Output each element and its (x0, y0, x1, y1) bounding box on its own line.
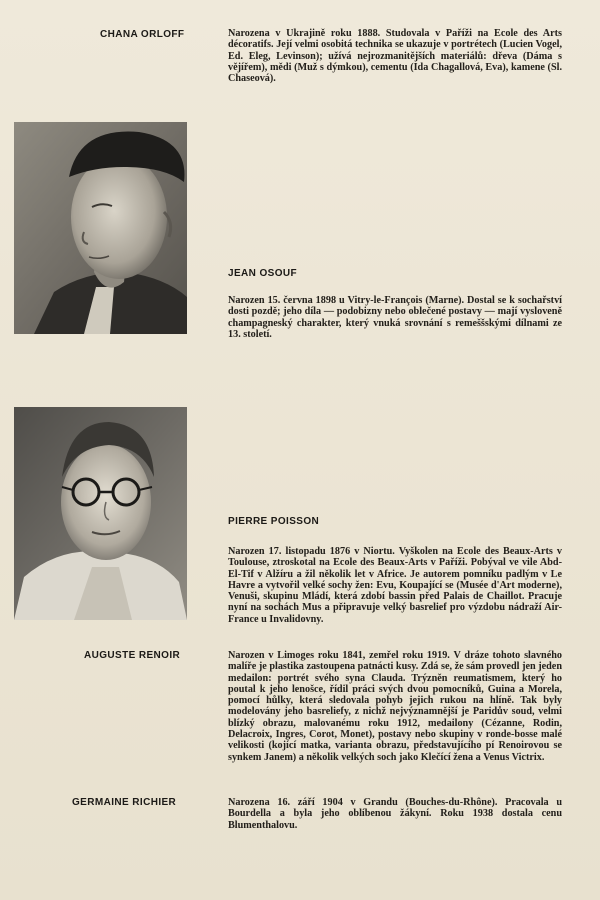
artist-name-renoir: AUGUSTE RENOIR (84, 650, 181, 661)
artist-name-richier: GERMAINE RICHIER (72, 797, 177, 808)
artist-bio-richier: Narozena 16. září 1904 v Grandu (Bouches-du-Rhône). Pracovala u Bourdella a byla jeho oblíbenou žákyní. Roku 1938 dostala cenu Blumenthalovu. (228, 797, 562, 831)
portrait-photo-osouf (14, 122, 187, 334)
artist-bio-renoir: Narozen v Limoges roku 1841, zemřel roku 1919. V dráze tohoto slavného malíře je plastika zastoupena patnácti kusy. Zdá se, že sám provedl jen jeden medailon: portrét svého syna Clauda. Trýzněn reumatismem, který ho poutal k jeho lenošce, řídil práci svých dvou pomocníků, Guina a Morela, pomocí hůlky, která sledovala pohyb jejich rukou na hlíně. Tak byly modelovány jeho basreliefy, z nichž nejvýznamnější je Paridův soud, velmi blízký obrazu, malovanému roku 1912, medailony (Cézanne, Rodin, Delacroix, Ingres, Corot, Monet), postavy nebo skupiny v ronde-bosse malé velikosti (kojící matka, varianta obrazu, představujícího pí Renoirovou se synkem Janem) a několik velkých soch jako Klečící žena a Venus Victrix. (228, 650, 562, 763)
artist-bio-poisson: Narozen 17. listopadu 1876 v Niortu. Vyškolen na Ecole des Beaux-Arts v Toulouse, ztroskotal na Ecole des Beaux-Arts v Paříži. Pobýval ve vile Abd-El-Tif v Alžíru a žil několik let v Africe. Je autorem pomníku padlým v Le Havre a vytvořil velké sochy žen: Evu, Koupající se (Musée d'Art moderne), Venuši, skupinu Mládí, která zdobí bassin před Palais de Chaillot. Pracuje nyní na sochách Mus a připravuje velký basrelief pro výzdobu nádraží Air-France u Invalidovny. (228, 546, 562, 625)
artist-bio-orloff: Narozena v Ukrajině roku 1888. Studovala v Paříži na Ecole des Arts décoratifs. Její velmi osobitá technika se ukazuje v portrétech (Lucien Vogel, Ed. Eleg, Levinson); užívá nejrozmanitějších materiálů: dřeva (Dáma s vějířem), mědi (Muž s dýmkou), cementu (Ida Chagallová, Eva), kamene (Sl. Chaseová). (228, 28, 562, 85)
artist-name-poisson: PIERRE POISSON (228, 516, 320, 527)
artist-name-osouf: JEAN OSOUF (228, 268, 298, 279)
artist-bio-osouf: Narozen 15. června 1898 u Vitry-le-François (Marne). Dostal se k sochařství dosti pozdě; jeho díla — podobizny nebo oblečené postavy — mají vysloveně champagneský charakter, který vnuká srovnání s remeššskými dílnami ze 13. století. (228, 295, 562, 340)
artist-name-orloff: CHANA ORLOFF (100, 29, 185, 40)
portrait-photo-poisson (14, 407, 187, 620)
